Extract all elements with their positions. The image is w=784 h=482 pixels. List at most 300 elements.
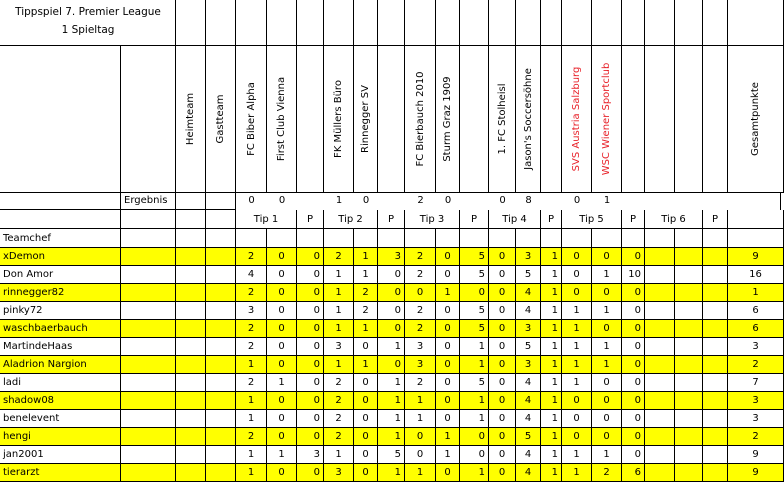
player-points-cell: 0 <box>297 320 324 338</box>
player-tip-cell: 1 <box>236 464 267 482</box>
player-tip-cell <box>675 356 703 374</box>
player-tip-cell: 2 <box>405 374 436 392</box>
player-blank-cell <box>206 392 236 410</box>
player-points-cell: 0 <box>378 356 405 374</box>
player-points-cell: 0 <box>460 428 489 446</box>
player-tip-cell: 4 <box>516 302 541 320</box>
player-tip-cell: 0 <box>436 392 460 410</box>
player-tip-cell: 0 <box>354 464 378 482</box>
player-tip-cell: 5 <box>516 266 541 284</box>
player-tip-cell: 2 <box>324 392 354 410</box>
teamchef-blank-cell <box>516 229 541 248</box>
player-tip-cell: 4 <box>516 392 541 410</box>
player-tip-cell <box>645 356 675 374</box>
teamchef-blank-cell <box>645 229 675 248</box>
player-blank-cell <box>121 284 176 302</box>
player-tip-cell: 1 <box>562 302 592 320</box>
teamchef-blank-cell <box>206 229 236 248</box>
player-points-cell: 1 <box>378 392 405 410</box>
ergebnis-score-cell <box>460 193 489 210</box>
player-tip-cell: 1 <box>592 446 622 464</box>
player-tip-cell: 1 <box>562 464 592 482</box>
player-tip-cell: 2 <box>405 266 436 284</box>
header-top-cell <box>405 0 436 46</box>
player-tip-cell: 0 <box>592 374 622 392</box>
player-points-cell <box>703 464 728 482</box>
player-blank-cell <box>206 302 236 320</box>
header-top-cell <box>267 0 297 46</box>
player-points-cell: 1 <box>541 392 562 410</box>
player-name: Don Amor <box>0 266 121 284</box>
player-tip-cell <box>645 248 675 266</box>
player-tip-cell: 1 <box>562 320 592 338</box>
player-tip-cell: 0 <box>267 464 297 482</box>
tip-header-5: Tip 5 <box>562 210 622 229</box>
player-points-cell: 1 <box>460 338 489 356</box>
player-tip-cell: 1 <box>562 338 592 356</box>
player-points-cell: 1 <box>541 266 562 284</box>
player-points-cell: 1 <box>378 464 405 482</box>
player-tip-cell: 0 <box>489 374 516 392</box>
column-heimteam-cell <box>176 46 206 193</box>
player-points-cell: 0 <box>622 284 645 302</box>
player-tip-cell: 0 <box>436 410 460 428</box>
column-gastteam-cell <box>206 46 236 193</box>
player-tip-cell: 5 <box>516 428 541 446</box>
player-tip-cell: 2 <box>324 428 354 446</box>
player-blank-cell <box>176 266 206 284</box>
player-tip-cell <box>645 302 675 320</box>
player-points-cell: 0 <box>297 392 324 410</box>
ergebnis-score-cell <box>728 193 784 210</box>
player-points-cell: 1 <box>541 338 562 356</box>
player-name: pinky72 <box>0 302 121 320</box>
header-top-cell <box>378 0 405 46</box>
player-tip-cell: 0 <box>562 266 592 284</box>
player-points-cell: 3 <box>378 248 405 266</box>
teamchef-blank-cell <box>489 229 516 248</box>
player-tip-cell <box>645 374 675 392</box>
player-points-cell: 0 <box>622 410 645 428</box>
player-name: ladi <box>0 374 121 392</box>
player-points-cell <box>703 302 728 320</box>
header-blank-cell <box>297 46 324 193</box>
column-match-1-away-cell <box>267 46 297 193</box>
player-points-cell <box>703 338 728 356</box>
player-tip-cell: 0 <box>489 284 516 302</box>
ergebnis-score-cell: 1 <box>603 195 611 206</box>
player-blank-cell <box>121 464 176 482</box>
player-tip-cell: 3 <box>405 338 436 356</box>
tip-row-blank <box>206 210 236 229</box>
player-tip-cell: 0 <box>562 248 592 266</box>
player-tip-cell: 1 <box>324 266 354 284</box>
player-points-cell: 0 <box>378 284 405 302</box>
teamchef-blank-cell <box>121 229 176 248</box>
player-tip-cell: 3 <box>516 248 541 266</box>
player-tip-cell <box>675 266 703 284</box>
player-tip-cell: 1 <box>405 464 436 482</box>
player-blank-cell <box>121 446 176 464</box>
tip-header-1: Tip 1 <box>236 210 297 229</box>
header-blank-cell <box>703 46 728 193</box>
ergebnis-score-cell <box>622 193 645 210</box>
column-gastteam-label: Gastteam <box>215 94 226 144</box>
player-tip-cell: 1 <box>324 320 354 338</box>
player-tip-cell: 0 <box>354 338 378 356</box>
player-blank-cell <box>176 248 206 266</box>
player-points-cell: 0 <box>297 338 324 356</box>
ergebnis-score-cell <box>378 193 405 210</box>
player-tip-cell: 0 <box>562 392 592 410</box>
player-tip-cell: 1 <box>592 338 622 356</box>
player-tip-cell: 1 <box>354 266 378 284</box>
teamchef-blank-cell <box>562 229 592 248</box>
player-tip-cell: 3 <box>324 464 354 482</box>
player-tip-cell: 2 <box>354 284 378 302</box>
player-tip-cell: 3 <box>405 356 436 374</box>
player-tip-cell <box>645 392 675 410</box>
player-tip-cell: 0 <box>489 248 516 266</box>
column-match-3-away-cell <box>436 46 460 193</box>
player-points-cell: 0 <box>297 464 324 482</box>
player-points-cell: 1 <box>378 374 405 392</box>
header-top-cell <box>489 0 516 46</box>
player-points-cell: 1 <box>541 410 562 428</box>
player-tip-cell: 0 <box>354 410 378 428</box>
player-blank-cell <box>121 356 176 374</box>
header-blank-cell <box>0 46 121 193</box>
player-blank-cell <box>121 374 176 392</box>
points-header-2: P <box>378 210 405 229</box>
player-points-cell <box>703 356 728 374</box>
teamchef-blank-cell <box>703 229 728 248</box>
player-points-cell <box>703 320 728 338</box>
player-tip-cell: 1 <box>405 410 436 428</box>
player-total-points: 3 <box>728 410 784 428</box>
teamchef-blank-cell <box>236 229 267 248</box>
header-top-cell <box>541 0 562 46</box>
column-match-1-home-cell <box>236 46 267 193</box>
player-blank-cell <box>176 302 206 320</box>
player-blank-cell <box>206 410 236 428</box>
player-tip-cell: 1 <box>354 248 378 266</box>
player-points-cell: 0 <box>378 302 405 320</box>
player-tip-cell: 1 <box>267 446 297 464</box>
player-tip-cell: 2 <box>236 320 267 338</box>
player-blank-cell <box>206 266 236 284</box>
tip-row-blank <box>121 210 176 229</box>
teamchef-blank-cell <box>460 229 489 248</box>
player-points-cell: 0 <box>622 428 645 446</box>
player-tip-cell: 3 <box>324 338 354 356</box>
player-name: tierarzt <box>0 464 121 482</box>
player-tip-cell: 0 <box>489 392 516 410</box>
player-total-points: 2 <box>728 356 784 374</box>
player-points-cell: 1 <box>541 356 562 374</box>
column-match-5-home-label: SVS Austria Salzburg <box>571 66 582 172</box>
player-tip-cell: 2 <box>324 410 354 428</box>
column-match-2-home-label: FK Müllers Büro <box>333 80 344 158</box>
player-tip-cell: 0 <box>267 284 297 302</box>
player-tip-cell <box>675 446 703 464</box>
player-tip-cell: 0 <box>354 446 378 464</box>
player-tip-cell: 3 <box>516 320 541 338</box>
column-match-5-away-cell <box>592 46 622 193</box>
player-total-points: 16 <box>728 266 784 284</box>
player-tip-cell: 0 <box>592 284 622 302</box>
player-blank-cell <box>176 320 206 338</box>
player-blank-cell <box>121 392 176 410</box>
column-match-3-away-label: Sturm Graz 1909 <box>442 76 453 162</box>
player-tip-cell: 0 <box>405 284 436 302</box>
ergebnis-score-cell: 2 <box>417 195 424 206</box>
player-total-points: 7 <box>728 374 784 392</box>
player-points-cell: 0 <box>622 446 645 464</box>
header-top-cell <box>562 0 592 46</box>
player-tip-cell: 0 <box>562 284 592 302</box>
player-tip-cell: 5 <box>516 338 541 356</box>
player-tip-cell <box>645 464 675 482</box>
teamchef-blank-cell <box>297 229 324 248</box>
tip-row-blank <box>728 210 784 229</box>
player-tip-cell: 0 <box>267 392 297 410</box>
player-points-cell: 0 <box>622 374 645 392</box>
header-blank-cell <box>541 46 562 193</box>
teamchef-label: Teamchef <box>0 229 121 248</box>
player-points-cell: 1 <box>378 428 405 446</box>
player-blank-cell <box>176 284 206 302</box>
header-top-cell <box>460 0 489 46</box>
player-tip-cell: 1 <box>405 392 436 410</box>
header-top-cell <box>324 0 354 46</box>
player-tip-cell: 0 <box>592 248 622 266</box>
player-total-points: 6 <box>728 320 784 338</box>
player-tip-cell <box>675 302 703 320</box>
points-header-3: P <box>460 210 489 229</box>
header-top-cell <box>622 0 645 46</box>
player-tip-cell: 4 <box>236 266 267 284</box>
player-tip-cell: 1 <box>324 446 354 464</box>
ergebnis-score-cell: 8 <box>525 195 532 206</box>
player-tip-cell: 0 <box>436 320 460 338</box>
player-tip-cell: 0 <box>562 428 592 446</box>
player-blank-cell <box>121 248 176 266</box>
column-match-6-away-cell <box>675 46 703 193</box>
player-tip-cell <box>675 410 703 428</box>
player-name: MartindeHaas <box>0 338 121 356</box>
player-blank-cell <box>121 428 176 446</box>
player-points-cell: 0 <box>460 446 489 464</box>
tip-header-3: Tip 3 <box>405 210 460 229</box>
teamchef-blank-cell <box>592 229 622 248</box>
player-points-cell: 1 <box>378 410 405 428</box>
player-tip-cell <box>675 464 703 482</box>
player-blank-cell <box>206 320 236 338</box>
player-points-cell: 0 <box>297 428 324 446</box>
player-tip-cell: 2 <box>324 248 354 266</box>
teamchef-blank-cell <box>622 229 645 248</box>
player-name: Aladrion Nargion <box>0 356 121 374</box>
player-blank-cell <box>206 374 236 392</box>
player-tip-cell: 2 <box>236 284 267 302</box>
player-points-cell: 0 <box>297 284 324 302</box>
column-match-3-home-label: FC Bierbauch 2010 <box>414 71 426 167</box>
player-tip-cell: 0 <box>436 464 460 482</box>
header-top-cell <box>176 0 206 46</box>
player-points-cell <box>703 284 728 302</box>
player-tip-cell: 1 <box>354 320 378 338</box>
column-match-6-home-cell <box>645 46 675 193</box>
player-tip-cell: 2 <box>354 302 378 320</box>
player-points-cell: 6 <box>622 464 645 482</box>
player-points-cell: 5 <box>460 248 489 266</box>
player-tip-cell <box>645 446 675 464</box>
player-points-cell: 1 <box>460 392 489 410</box>
points-header-6: P <box>703 210 728 229</box>
player-total-points: 2 <box>728 428 784 446</box>
player-points-cell: 5 <box>460 302 489 320</box>
player-tip-cell: 0 <box>592 320 622 338</box>
tip-header-4: Tip 4 <box>489 210 541 229</box>
player-blank-cell <box>176 464 206 482</box>
player-tip-cell: 1 <box>436 428 460 446</box>
teamchef-blank-cell <box>405 229 436 248</box>
player-tip-cell: 1 <box>592 302 622 320</box>
player-tip-cell: 0 <box>405 428 436 446</box>
player-tip-cell: 2 <box>405 248 436 266</box>
teamchef-blank-cell <box>354 229 378 248</box>
points-header-4: P <box>541 210 562 229</box>
player-points-cell <box>703 374 728 392</box>
player-blank-cell <box>121 266 176 284</box>
sheet-title: Tippspiel 7. Premier League <box>15 6 161 18</box>
player-points-cell: 5 <box>460 320 489 338</box>
teamchef-blank-cell <box>675 229 703 248</box>
player-points-cell <box>703 428 728 446</box>
player-tip-cell: 0 <box>405 446 436 464</box>
player-tip-cell: 4 <box>516 464 541 482</box>
player-blank-cell <box>121 302 176 320</box>
player-tip-cell: 1 <box>236 410 267 428</box>
ergebnis-score-cell: 0 <box>499 195 506 206</box>
header-top-cell <box>592 0 622 46</box>
player-points-cell: 1 <box>460 410 489 428</box>
header-blank-cell <box>622 46 645 193</box>
player-points-cell <box>703 410 728 428</box>
ergebnis-score-cell: 0 <box>278 195 286 206</box>
tip-row-blank <box>176 210 206 229</box>
player-blank-cell <box>206 338 236 356</box>
column-match-1-away-label: First Club Vienna <box>276 76 287 162</box>
player-tip-cell: 0 <box>489 302 516 320</box>
player-tip-cell: 0 <box>267 338 297 356</box>
player-tip-cell: 4 <box>516 374 541 392</box>
player-points-cell: 1 <box>541 446 562 464</box>
column-match-2-away-label: Rinnegger SV <box>360 85 371 153</box>
player-points-cell: 0 <box>297 374 324 392</box>
player-tip-cell: 0 <box>489 464 516 482</box>
player-tip-cell: 1 <box>267 374 297 392</box>
player-blank-cell <box>176 338 206 356</box>
player-tip-cell <box>675 248 703 266</box>
player-name: hengi <box>0 428 121 446</box>
player-name: jan2001 <box>0 446 121 464</box>
title-cell <box>0 0 176 46</box>
player-points-cell: 1 <box>541 320 562 338</box>
player-tip-cell: 1 <box>436 446 460 464</box>
player-blank-cell <box>206 428 236 446</box>
teamchef-blank-cell <box>267 229 297 248</box>
player-tip-cell <box>645 266 675 284</box>
player-tip-cell <box>675 338 703 356</box>
player-blank-cell <box>206 284 236 302</box>
ergebnis-score-cell <box>675 193 703 210</box>
player-blank-cell <box>176 374 206 392</box>
player-tip-cell: 4 <box>516 284 541 302</box>
player-tip-cell: 2 <box>592 464 622 482</box>
teamchef-blank-cell <box>436 229 460 248</box>
player-tip-cell: 1 <box>436 284 460 302</box>
player-points-cell: 0 <box>297 266 324 284</box>
tip-header-2: Tip 2 <box>324 210 378 229</box>
ergebnis-edge <box>780 193 784 210</box>
column-gesamtpunkte-cell <box>728 46 784 193</box>
player-blank-cell <box>206 248 236 266</box>
player-tip-cell: 0 <box>267 356 297 374</box>
player-blank-cell <box>121 320 176 338</box>
player-tip-cell: 0 <box>267 266 297 284</box>
player-blank-cell <box>176 428 206 446</box>
player-points-cell: 0 <box>297 356 324 374</box>
column-match-3-home-cell <box>405 46 436 193</box>
player-blank-cell <box>206 446 236 464</box>
player-tip-cell: 0 <box>267 248 297 266</box>
player-points-cell: 1 <box>541 374 562 392</box>
teamchef-blank-cell <box>176 229 206 248</box>
ergebnis-score-cell <box>645 193 675 210</box>
player-points-cell: 0 <box>622 338 645 356</box>
player-points-cell: 0 <box>297 248 324 266</box>
player-tip-cell <box>675 392 703 410</box>
player-tip-cell: 1 <box>324 356 354 374</box>
player-tip-cell: 0 <box>354 374 378 392</box>
player-points-cell: 5 <box>460 266 489 284</box>
header-top-cell <box>516 0 541 46</box>
header-top-cell <box>703 0 728 46</box>
player-blank-cell <box>176 392 206 410</box>
player-tip-cell <box>675 284 703 302</box>
player-tip-cell: 0 <box>489 320 516 338</box>
player-tip-cell <box>645 410 675 428</box>
player-tip-cell: 0 <box>592 410 622 428</box>
player-total-points: 3 <box>728 392 784 410</box>
player-name: waschbaerbauch <box>0 320 121 338</box>
teamchef-blank-cell <box>378 229 405 248</box>
player-tip-cell <box>645 320 675 338</box>
player-points-cell: 0 <box>622 356 645 374</box>
player-tip-cell: 0 <box>354 392 378 410</box>
player-points-cell: 1 <box>460 464 489 482</box>
player-total-points: 9 <box>728 248 784 266</box>
column-match-5-home-cell <box>562 46 592 193</box>
column-match-2-home-cell <box>324 46 354 193</box>
player-points-cell: 0 <box>622 248 645 266</box>
header-top-cell <box>728 0 784 46</box>
player-tip-cell: 1 <box>354 356 378 374</box>
player-tip-cell: 2 <box>236 248 267 266</box>
player-tip-cell: 1 <box>562 356 592 374</box>
